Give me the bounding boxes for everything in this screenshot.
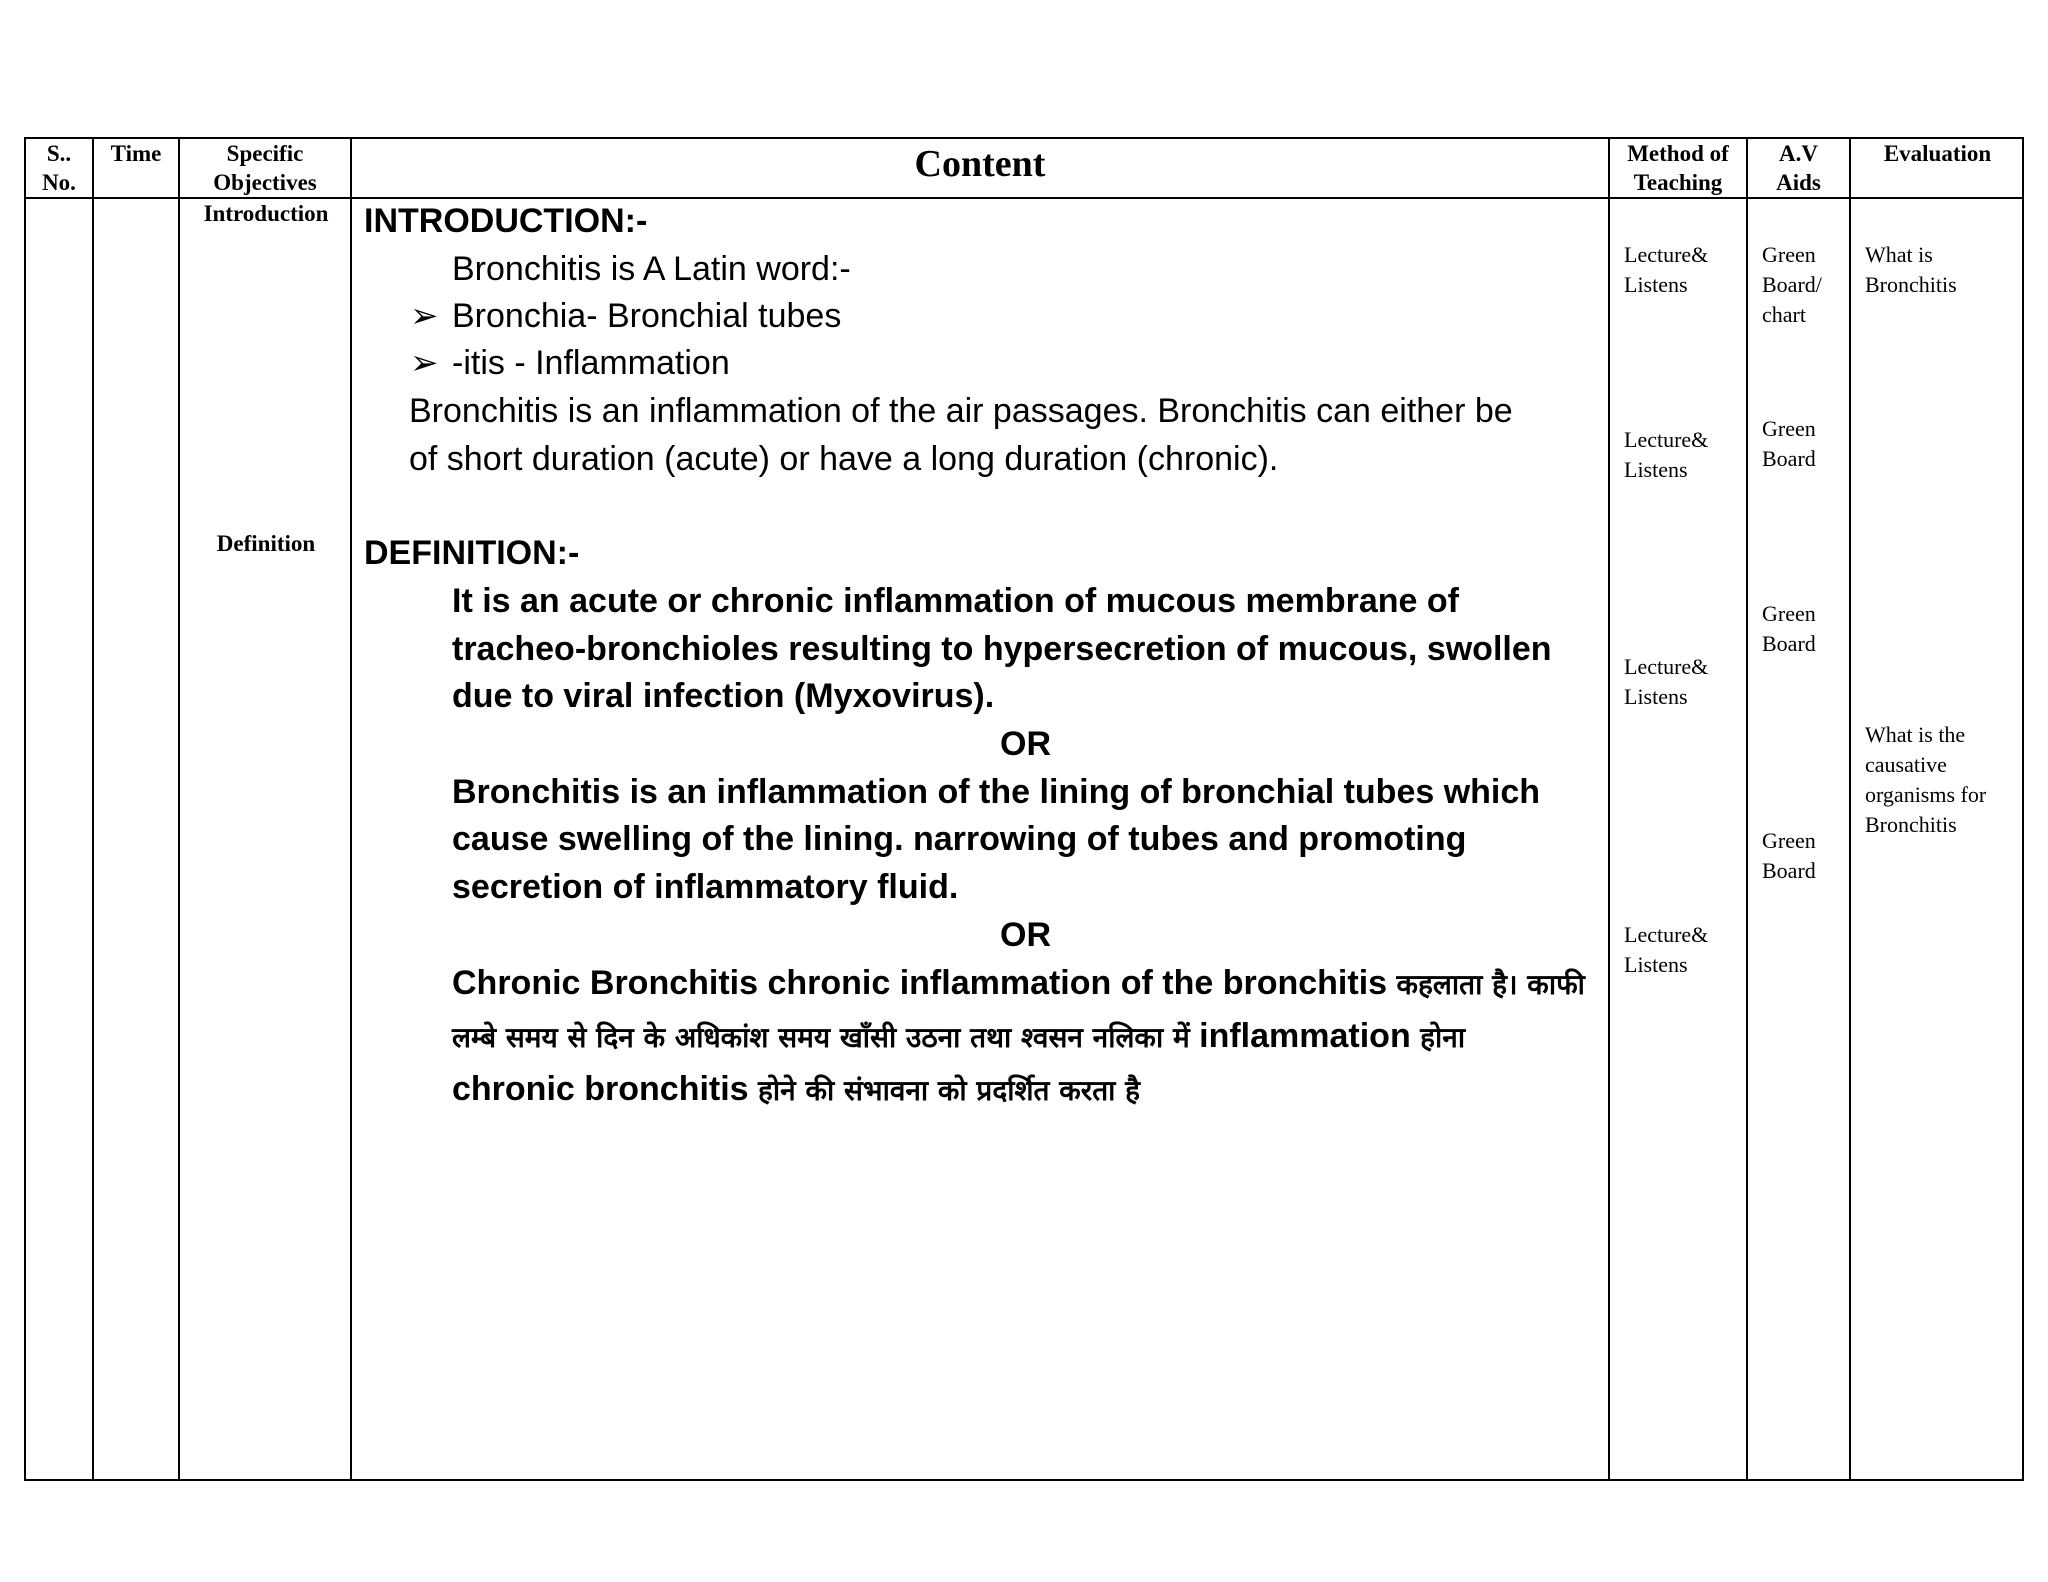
or-separator: OR — [1000, 916, 1051, 954]
definition-line: It is an acute or chronic inflammation of mucous membrane of — [452, 582, 1459, 620]
av-aid-item: Green Board — [1762, 416, 1816, 471]
definition-line: secretion of inflammatory fluid. — [452, 868, 959, 906]
latin-word-line: Bronchitis is A Latin word:- — [452, 250, 851, 288]
column-divider — [1849, 137, 1851, 1481]
definition-line-mixed: chronic bronchitis होने की संभावना को प्रदर्शित करता है — [452, 1070, 1141, 1108]
method-item: Lecture& Listens — [1624, 922, 1709, 977]
definition-line-mixed: लम्बे समय से दिन के अधिकांश समय खाँसी उठना तथा श्वसन नलिका में inflammation होना — [452, 1017, 1466, 1055]
intro-paragraph-line: of short duration (acute) or have a long duration (chronic). — [409, 440, 1279, 478]
column-divider — [350, 137, 352, 1481]
method-item: Lecture& Listens — [1624, 427, 1709, 482]
column-divider — [92, 137, 94, 1481]
arrow-bullet-icon: ➢ — [410, 344, 439, 382]
objective-introduction: Introduction — [203, 201, 329, 226]
objective-definition: Definition — [216, 531, 316, 556]
column-divider — [178, 137, 180, 1481]
header-content: Content — [914, 143, 1046, 185]
header-evaluation: Evaluation — [1883, 141, 1992, 166]
bullet-item: ➢ -itis - Inflammation — [410, 340, 730, 387]
method-item: Lecture& Listens — [1624, 242, 1709, 297]
header-time: Time — [110, 141, 162, 166]
column-divider — [1608, 137, 1610, 1481]
method-item: Lecture& Listens — [1624, 654, 1709, 709]
av-aid-item: Green Board — [1762, 601, 1816, 656]
definition-heading: DEFINITION:- — [364, 534, 580, 572]
av-aid-item: Green Board — [1762, 828, 1816, 883]
header-method: Method of Teaching — [1627, 141, 1729, 195]
definition-line: due to viral infection (Myxovirus). — [452, 677, 995, 715]
arrow-bullet-icon: ➢ — [410, 297, 439, 335]
header-objectives: Specific Objectives — [213, 141, 317, 195]
intro-heading: INTRODUCTION:- — [364, 202, 648, 240]
header-av-aids: A.V Aids — [1776, 141, 1821, 195]
definition-line: Bronchitis is an inflammation of the lining of bronchial tubes which — [452, 773, 1541, 811]
bullet-item: ➢ Bronchia- Bronchial tubes — [410, 293, 841, 340]
evaluation-question: What is Bronchitis — [1865, 242, 1957, 297]
intro-paragraph-line: Bronchitis is an inflammation of the air passages. Bronchitis can either be — [409, 392, 1513, 430]
definition-line: tracheo-bronchioles resulting to hypersecretion of mucous, swollen — [452, 630, 1552, 668]
or-separator: OR — [1000, 725, 1051, 763]
av-aid-item: Green Board/ chart — [1762, 242, 1822, 327]
header-sno: S.. No. — [42, 141, 76, 195]
definition-line-mixed: Chronic Bronchitis chronic inflammation of the bronchitis कहलाता है। काफी — [452, 964, 1585, 1002]
evaluation-question: What is the causative organisms for Bronchitis — [1865, 722, 1987, 837]
definition-line: cause swelling of the lining. narrowing of tubes and promoting — [452, 820, 1467, 858]
column-divider — [1746, 137, 1748, 1481]
